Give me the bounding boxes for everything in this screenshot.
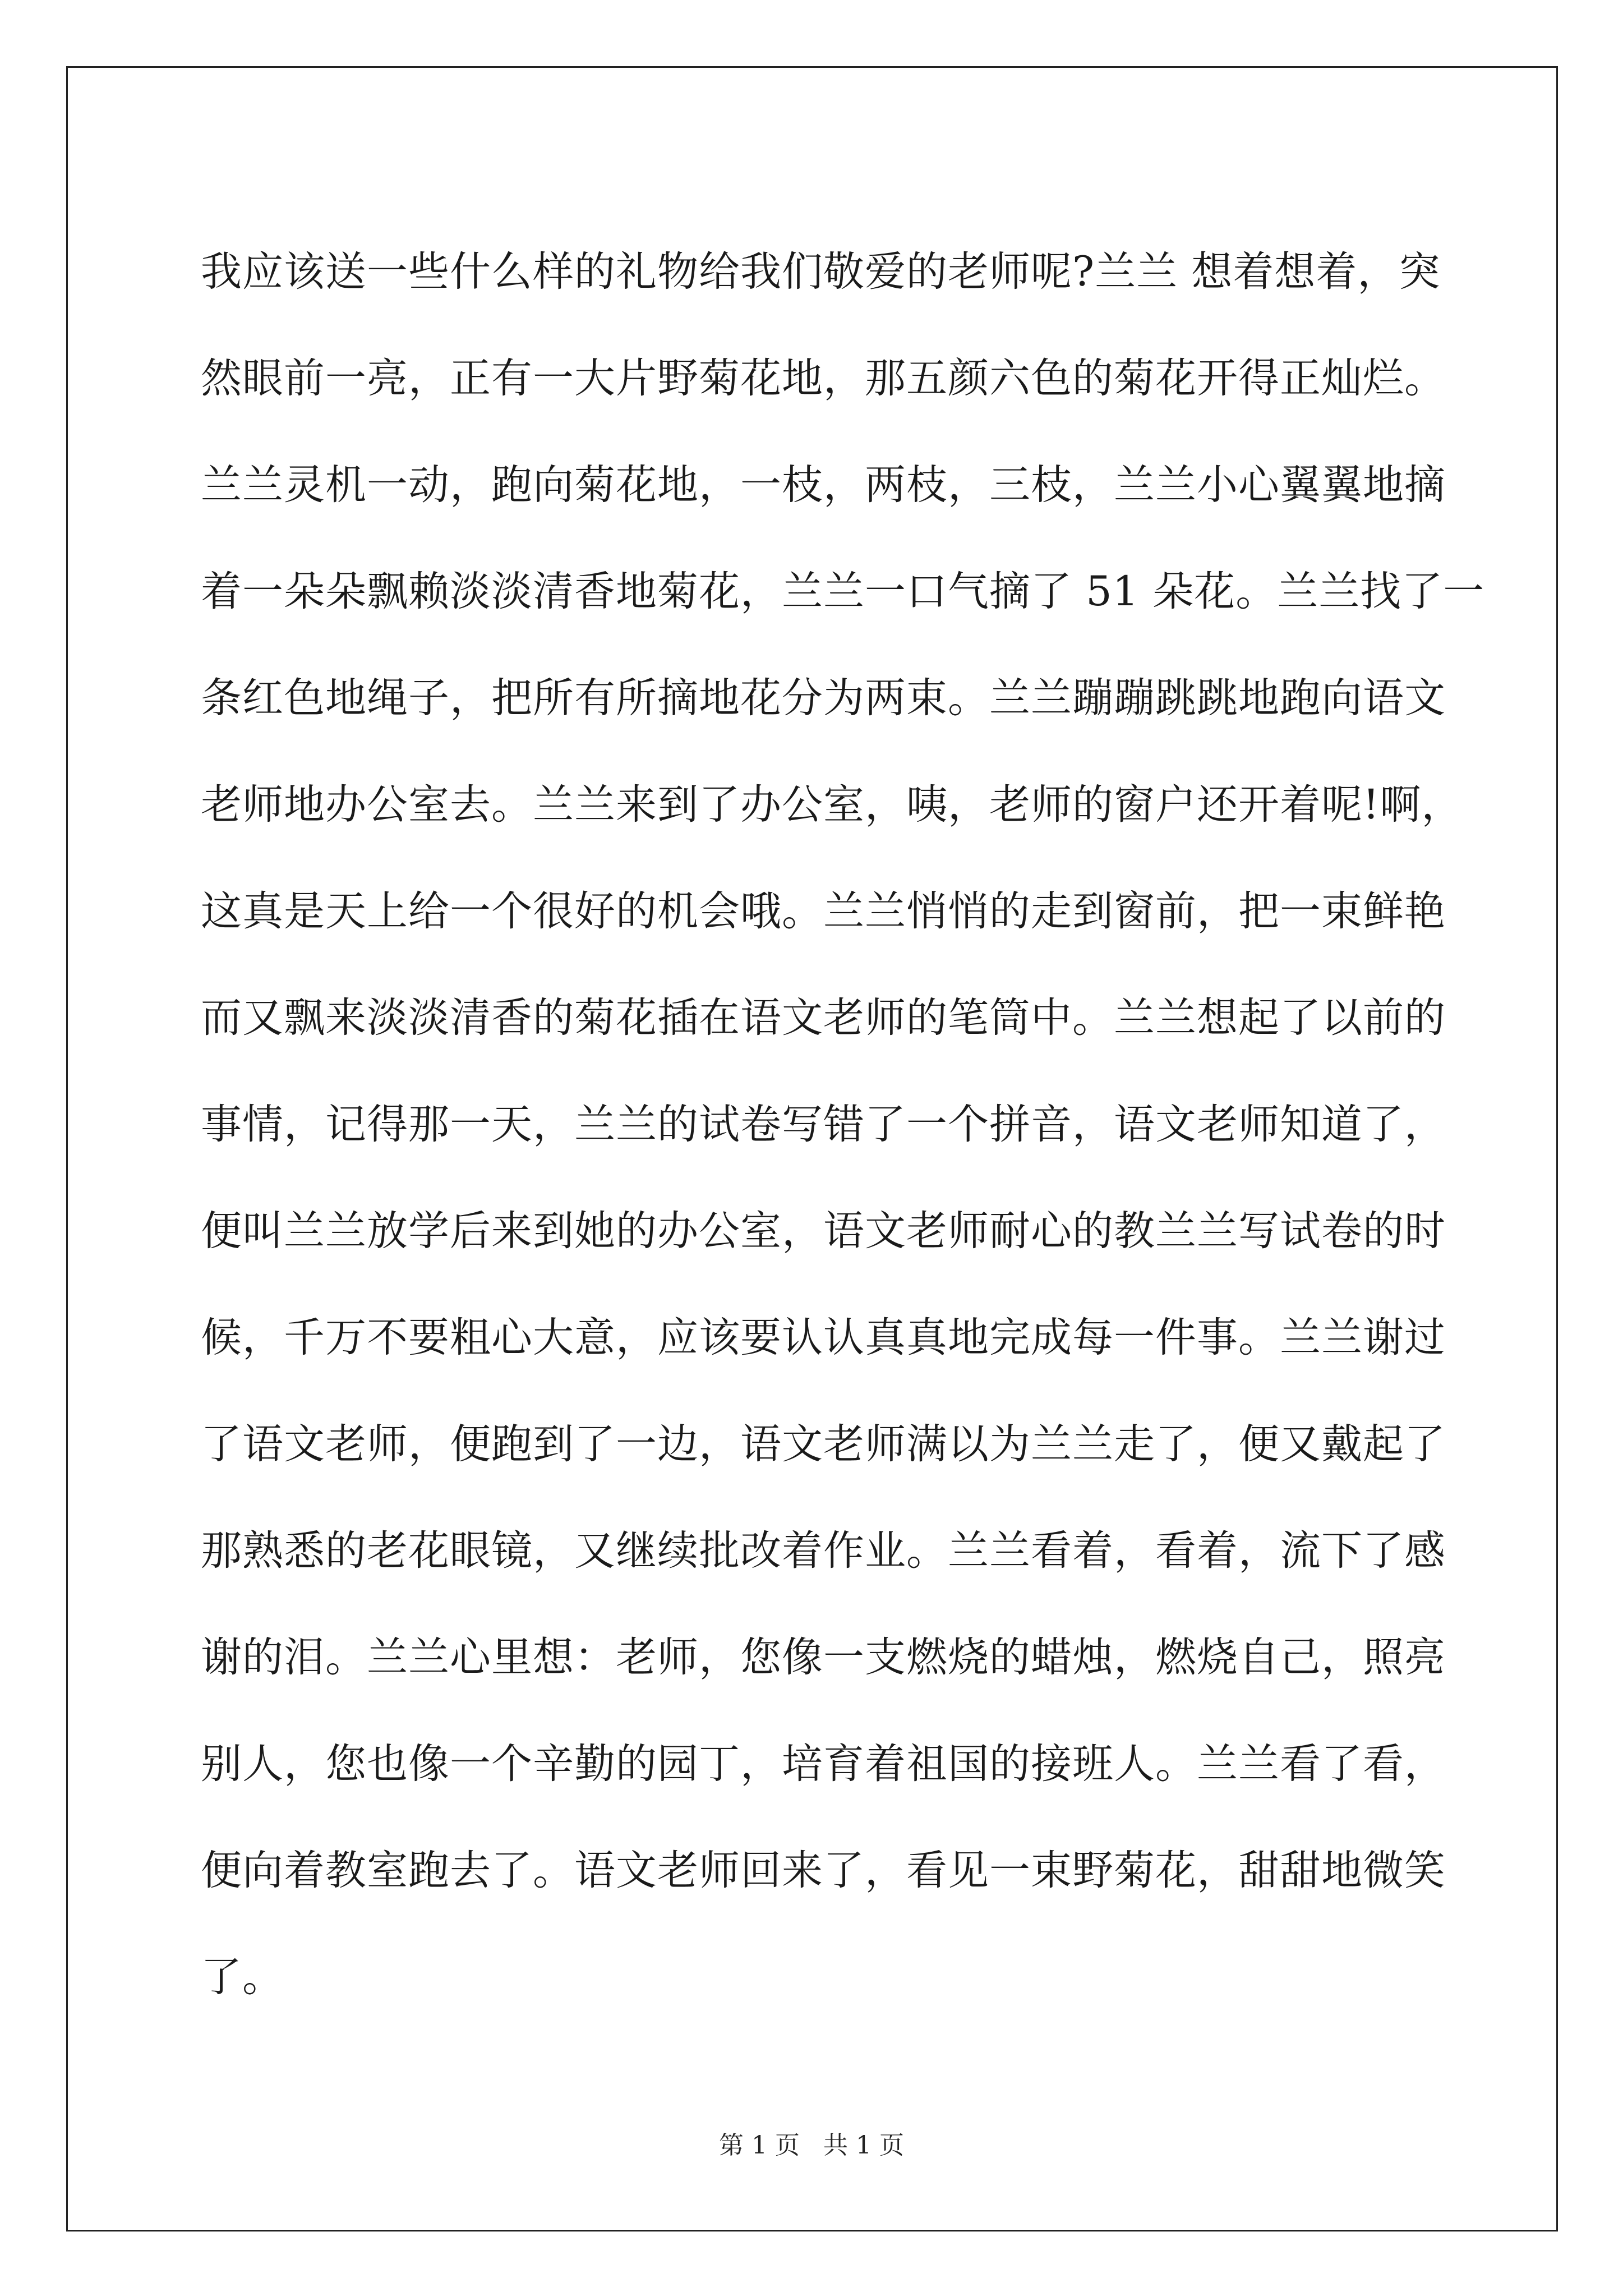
paragraph-line: 我应该送一些什么样的礼物给我们敬爱的老师呢?兰兰 想着想着，突: [201, 248, 1441, 296]
paragraph-line: 便向着教室跑去了。语文老师回来了，看见一束野菊花，甜甜地微笑: [201, 1847, 1446, 1894]
paragraph-line: 条红色地绳子，把所有所摘地花分为两束。兰兰蹦蹦跳跳地跑向语文: [201, 674, 1446, 722]
paragraph-line: 着一朵朵飘赖淡淡清香地菊花，兰兰一口气摘了 51 朵花。兰兰找了一: [201, 568, 1485, 615]
paragraph-line: 谢的泪。兰兰心里想：老师，您像一支燃烧的蜡烛，燃烧自己，照亮: [201, 1634, 1446, 1681]
paragraph-line: 兰兰灵机一动，跑向菊花地，一枝，两枝，三枝，兰兰小心翼翼地摘: [201, 461, 1446, 509]
paragraph-line: 那熟悉的老花眼镜，又继续批改着作业。兰兰看着，看着，流下了感: [201, 1527, 1446, 1575]
paragraph-line: 事情，记得那一天，兰兰的试卷写错了一个拼音，语文老师知道了，: [201, 1101, 1446, 1148]
paragraph-line: 了。: [201, 1953, 284, 2001]
paragraph-line: 别人，您也像一个辛勤的园丁，培育着祖国的接班人。兰兰看了看，: [201, 1740, 1446, 1788]
paragraph-line: 便叫兰兰放学后来到她的办公室，语文老师耐心的教兰兰写试卷的时: [201, 1207, 1446, 1255]
document-body: [201, 219, 1485, 2031]
paragraph-line: 而又飘来淡淡清香的菊花插在语文老师的笔筒中。兰兰想起了以前的: [201, 994, 1446, 1042]
paragraph-line: 这真是天上给一个很好的机会哦。兰兰悄悄的走到窗前，把一束鲜艳: [201, 887, 1446, 935]
page-footer: 第 1 页 共 1 页: [719, 2131, 904, 2160]
paragraph-line: 了语文老师，便跑到了一边，语文老师满以为兰兰走了，便又戴起了: [201, 1420, 1446, 1468]
paragraph-line: 老师地办公室去。兰兰来到了办公室，咦，老师的窗户还开着呢!啊，: [201, 781, 1463, 829]
paragraph-line: 候，千万不要粗心大意，应该要认认真真地完成每一件事。兰兰谢过: [201, 1314, 1446, 1361]
paragraph-line: 然眼前一亮，正有一大片野菊花地，那五颜六色的菊花开得正灿烂。: [201, 355, 1446, 402]
